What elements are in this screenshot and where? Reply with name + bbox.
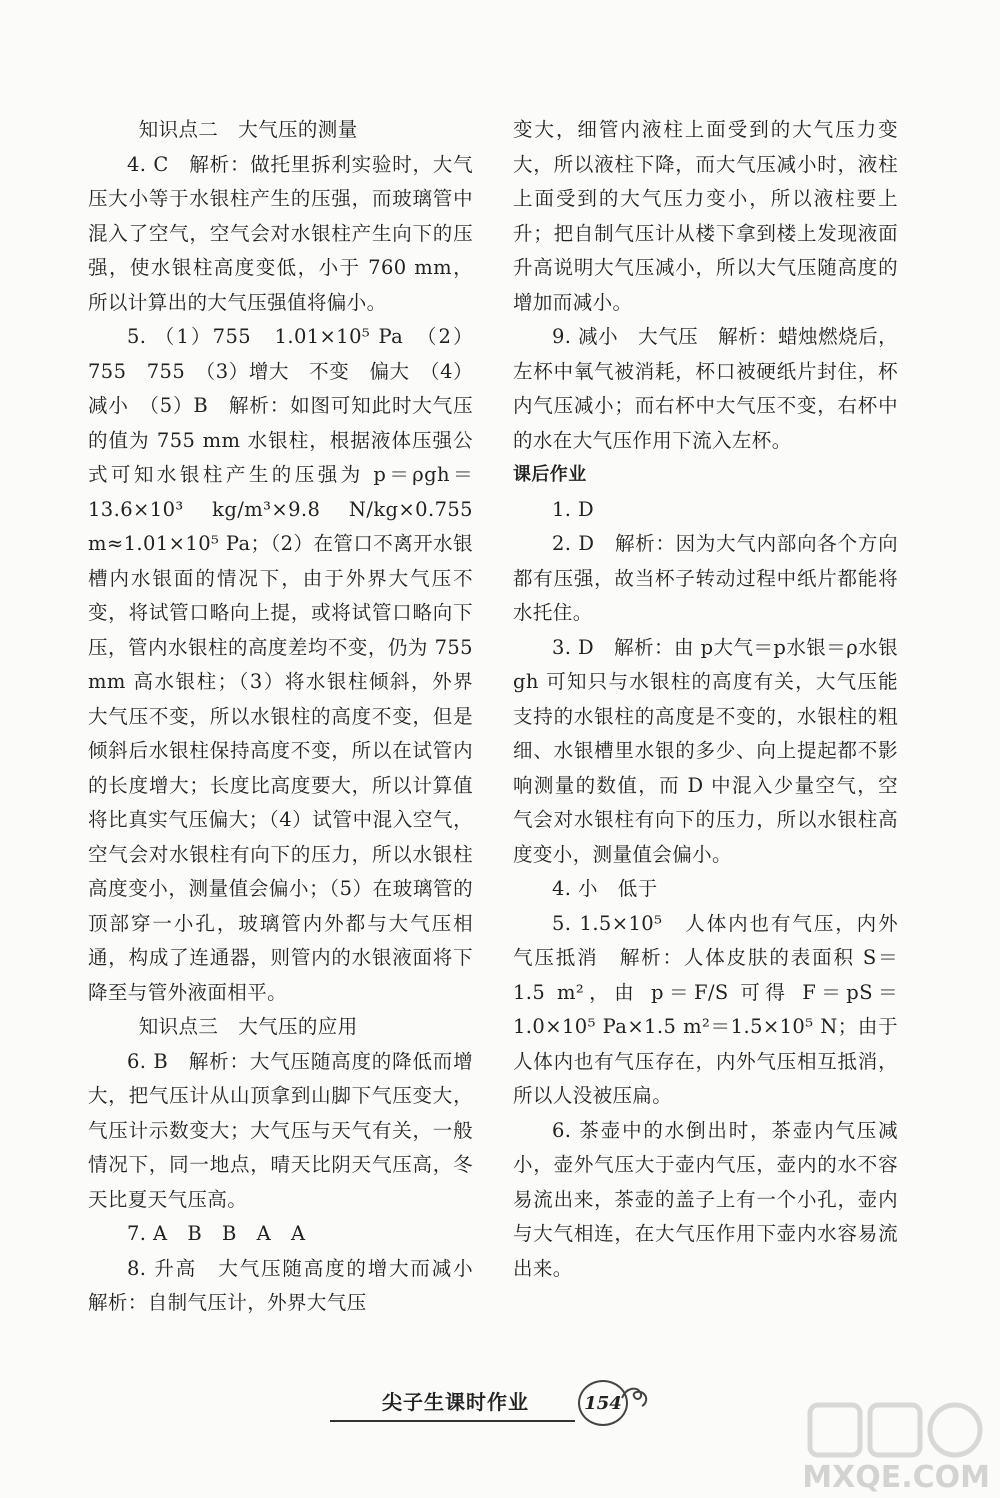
swirl-ornament-icon	[620, 1384, 650, 1410]
paragraph: 1. D	[552, 497, 595, 521]
paragraph: 5. 1.5×10⁵ 人体内也有气压，内外气压抵消 解析：人体皮肤的表面积 S＝1.5 m²，由 p＝F/S 可得 F＝pS＝1.0×10⁵ Pa×1.5 m²＝1.5×10⁵ N；由于人体内也有气压存在，内外气压相互抵消，所以人没被压扁。	[513, 911, 898, 1107]
watermark-logo-icon	[790, 1395, 990, 1465]
paragraph: 4. 小 低于	[552, 877, 658, 900]
paragraph: 9. 减小 大气压 解析：蜡烛燃烧后，左杯中氧气被消耗，杯口被硬纸片封住，杯内气压减小；而右杯中大气压不变，右杯中的水在大气压作用下流入左杯。	[513, 325, 898, 452]
left-column	[88, 113, 493, 1321]
footer-rule	[330, 1420, 575, 1422]
paragraph: 6. 茶壶中的水倒出时，茶壶内气压减小，壶外气压大于壶内气压，壶内的水不容易流出来，茶壶的盖子上有一个小孔，壶内与大气相连，在大气压作用下壶内水容易流出来。	[513, 1118, 898, 1280]
paragraph: 3. D 解析：由 p大气＝p水银＝ρ水银gh 可知只与水银柱的高度有关，大气压能支持的水银柱的高度是不变的，水银柱的粗细、水银槽里水银的多少、向上提起都不影响测量的数值，而 D 中混入少量空气，空气会对水银柱有向下的压力，所以水银柱高度变小，测量值会偏小。	[513, 635, 898, 866]
paragraph: 8. 升高 大气压随高度的增大而减小 解析：自制气压计，外界大气压	[88, 1256, 493, 1314]
page-number: 154	[578, 1380, 628, 1426]
watermark	[790, 1395, 990, 1495]
paragraph: 变大，细管内液柱上面受到的大气压力变大，所以液柱下降，而大气压减小时，液柱上面受到的大气压力变小，所以液柱要上升；把自制气压计从楼下拿到楼上发现液面升高说明大气压减小，所以大气压随高度的增加而减小。	[513, 118, 898, 314]
paragraph: 知识点二 大气压的测量	[138, 118, 358, 141]
paragraph: 4. C 解析：做托里拆利实验时，大气压大小等于水银柱产生的压强，而玻璃管中混入了空气，空气会对水银柱产生向下的压强，使水银柱高度变低，小于 760 mm，所以计算出的大气压强值将偏小。	[88, 152, 473, 314]
paragraph: 知识点三 大气压的应用	[138, 1015, 358, 1038]
page-footer	[330, 1380, 660, 1440]
paragraph: 2. D 解析：因为大气内部向各个方向都有压强，故当杯子转动过程中纸片都能将水托住。	[513, 532, 898, 624]
book-title: 尖子生课时作业	[382, 1390, 529, 1414]
paragraph: 7. A B B A A	[127, 1222, 306, 1245]
paragraph: 6. B 解析：大气压随高度的降低而增大，把气压计从山顶拿到山脚下气压变大，气压计示数变大；大气压与天气有关，一般情况下，同一地点，晴天比阴天气压高，冬天比夏天气压高。	[88, 1049, 473, 1211]
right-column	[513, 113, 898, 1286]
watermark-text: MXQE.COM	[802, 1460, 990, 1495]
paragraph: 5. （1）755 1.01×10⁵ Pa （2）755 755 （3）增大 不变 偏大 （4）减小 （5）B 解析：如图可知此时大气压的值为 755 mm 水银柱，根据液体压强公式可知水银柱产生的压强为 p＝ρgh＝13.6×10³ kg/m³×9.8 N/kg×0.755 m≈1.01×10⁵ Pa；（2）在管口不离开水银槽内水银面的情况下，由于外界大气压不变，将试管口略向上提，或将试管口略向下压，管内水银柱的高度差均不变，仍为 755 mm 高水银柱；（3）将水银柱倾斜，外界大气压不变，所以水银柱的高度不变，但是倾斜后水银柱保持高度不变，所以在试管内的长度增大；长度比高度要大，所以计算值将比真实气压偏大；（4）试管中混入空气，空气会对水银柱有向下的压力，所以水银柱高度变小，测量值会偏小；（5）在玻璃管的顶部穿一小孔，玻璃管内外都与大气压相通，构成了连通器，则管内的水银液面将下降至与管外液面相平。	[88, 325, 473, 1004]
section-heading: 课后作业	[513, 464, 587, 485]
